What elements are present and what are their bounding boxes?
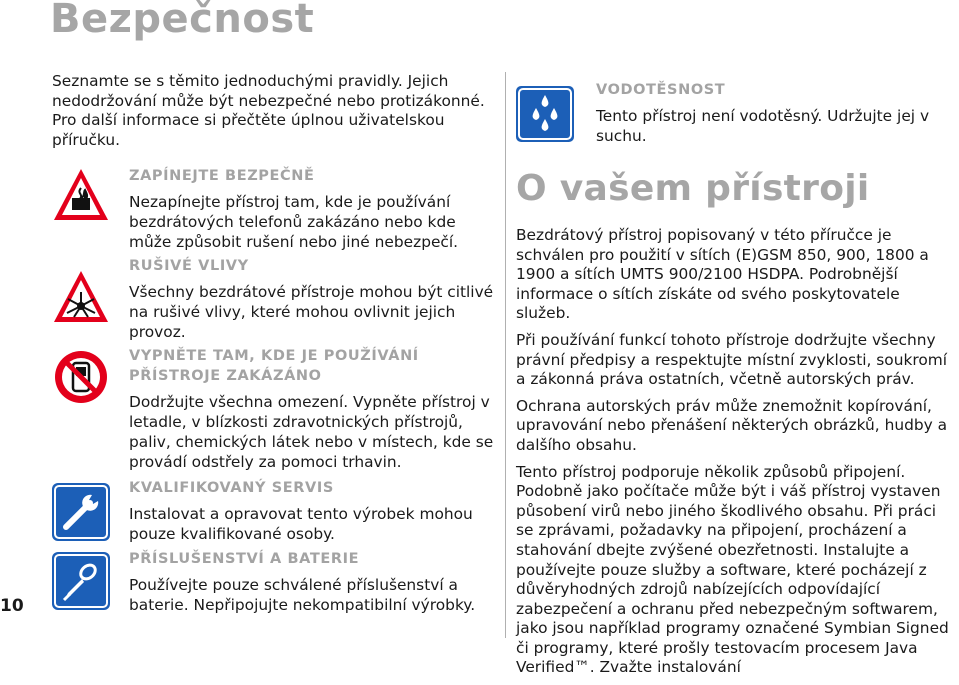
about-paragraph: Při používání funkcí tohoto přístroje dodržujte všechny právní předpisy a respektujte místní zvyklosti, soukromí a zákonná práva ostatních, včetně autorských práv. — [516, 330, 948, 389]
about-paragraph: Tento přístroj podporuje několik způsobů připojení. Podobně jako počítače může být i váš přístroj vystaven působení virů nebo jiného škodlivého obsahu. Při práci se zprávami, požadavky na připojení, procházení a stahování dbejte zvýšené obezřetnosti. Instalujte a používejte pouze služby a software, které pocházejí z důvěryhodných zdrojů nabízejících odpovídající zabezpečení a ochranu před nebezpečným softwarem, jako jsou například programy označené Symbian Signed či programy, které prošly testovacím procesem Java Verified™. Zvažte instalování — [516, 462, 949, 677]
wrench-service-icon — [52, 483, 110, 541]
page-number: 10 — [0, 596, 24, 616]
section-text: Tento přístroj není vodotěsný. Udržujte jej v suchu. — [596, 107, 930, 145]
section-title: VODOTĚSNOST — [596, 82, 726, 98]
about-heading: O vašem přístroji — [516, 168, 870, 209]
about-paragraph: Bezdrátový přístroj popisovaný v této příručce je schválen pro použití v sítích (E)GSM 850, 900, 1800 a 1900 a sítích UMTS 900/2100 HSDPA. Podrobnější informace o sítích získáte od svého poskytovatele služeb. — [516, 226, 929, 323]
about-section — [516, 226, 958, 685]
battery-accessory-icon — [52, 552, 110, 610]
section-title: KVALIFIKOVANÝ SERVIS — [129, 480, 334, 496]
power-on-fire-warning-icon — [52, 166, 110, 224]
section-title: RUŠIVÉ VLIVY — [129, 258, 249, 274]
water-section — [596, 80, 956, 146]
intro-block — [52, 72, 500, 150]
section-title: ZAPÍNEJTE BEZPEČNĚ — [129, 168, 315, 184]
section-text: Dodržujte všechna omezení. Vypněte přístroj v letadle, v blízkosti zdravotnických přístrojů, paliv, chemických látek nebo v místech, kde se provádí odstřely za pomoci trhavin. — [129, 393, 494, 471]
section-title: VYPNĚTE TAM, KDE JE POUŽÍVÁNÍ PŘÍSTROJE ZAKÁZÁNO — [129, 348, 419, 384]
section-title: PŘÍSLUŠENSTVÍ A BATERIE — [129, 551, 360, 567]
water-drops-icon — [516, 86, 574, 146]
interference-warning-icon — [52, 268, 110, 326]
about-paragraph: Ochrana autorských práv může znemožnit kopírování, upravování nebo přenášení některých obrázků, hudby a dalšího obsahu. — [516, 396, 948, 454]
page-title: Bezpečnost — [50, 0, 315, 42]
column-divider — [505, 72, 506, 638]
section-text: Nezapínejte přístroj tam, kde je používání bezdrátových telefonů zakázáno nebo kde může způsobit rušení nebo jiné nebezpečí. — [129, 193, 459, 251]
section-text: Všechny bezdrátové přístroje mohou být citlivé na rušivé vlivy, které mohou ovlivnit jejich provoz. — [129, 283, 494, 341]
section-text: Používejte pouze schválené příslušenství a baterie. Nepřipojujte nekompatibilní výrobky. — [129, 576, 476, 614]
section-text: Instalovat a opravovat tento výrobek mohou pouze kvalifikované osoby. — [129, 505, 473, 543]
intro-text: Seznamte se s těmito jednoduchými pravidly. Jejich nedodržování může být nebezpečné nebo protizákonné. Pro další informace si přečtěte úplnou uživatelskou příručku. — [52, 72, 485, 149]
switch-off-prohibited-icon — [52, 348, 110, 406]
